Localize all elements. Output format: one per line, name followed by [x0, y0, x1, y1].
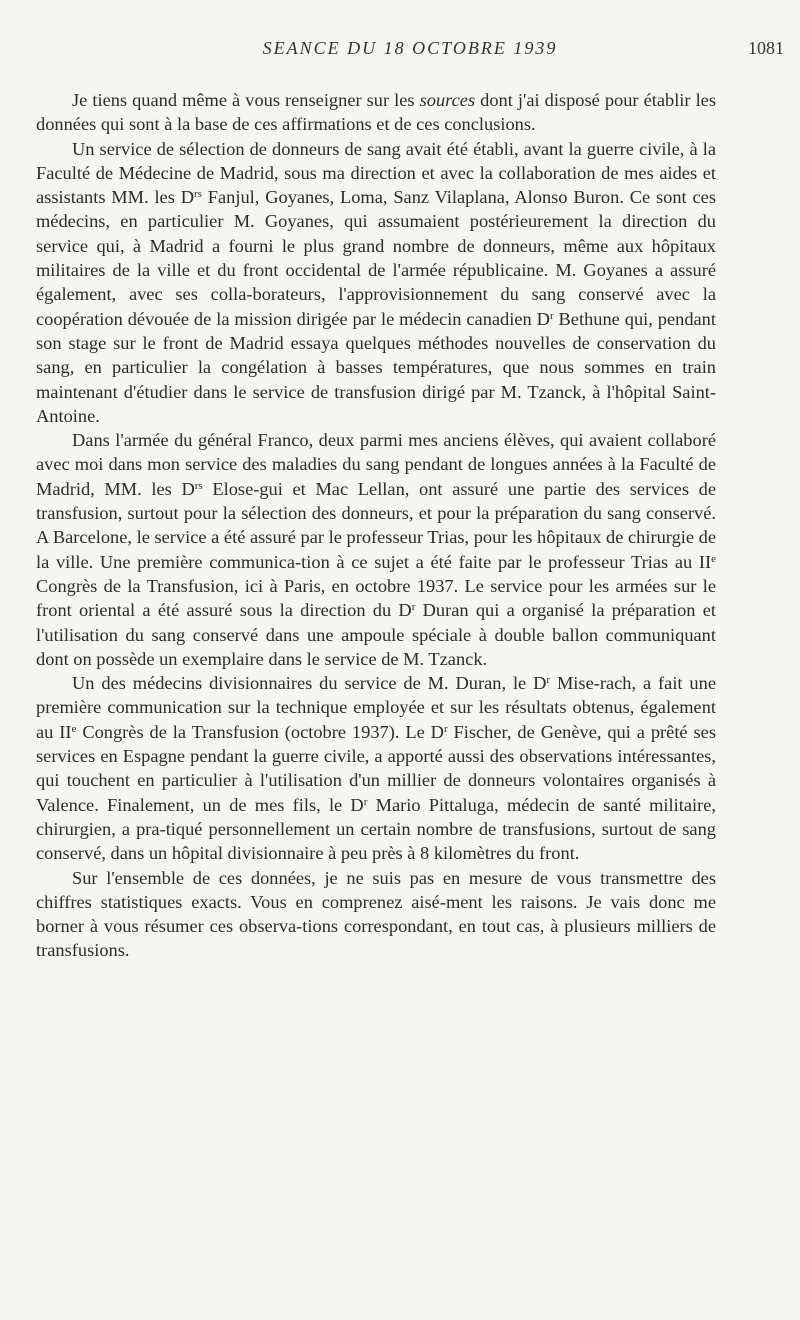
body-text: [36, 88, 716, 963]
superscript: r: [363, 795, 368, 808]
superscript: e: [711, 552, 716, 565]
emphasis-sources: sources: [419, 90, 476, 110]
superscript: r: [411, 601, 416, 614]
paragraph-1: Je tiens quand même à vous renseigner sur les sources dont j'ai disposé pour établir les données qui sont à la base de ces affirmations et de ces conclusions.: [36, 90, 717, 135]
page-header: [36, 38, 784, 68]
paragraph-3: Dans l'armée du général Franco, deux parmi mes anciens élèves, qui avaient collaboré avec moi dans mon service des maladies du sang pendant de longues années à la Faculté de Madrid, MM. les $D^{rs}$ Elose-gui et Mac Lellan, ont assuré une partie des services de transfusion, surtout pour la sélection des donneurs, et pour la préparation du sang conservé. A Barcelone, le service a été assuré par le professeur Trias, pour les hôpitaux de chirurgie de la ville. Une première communica-tion à ce sujet a été faite par le professeur Trias au IIe Congrès de la Transfusion, ici à Paris, en octobre 1937. Le service pour les armées sur le front oriental a été assuré sous la direction du $D^r$ Duran qui a organisé la préparation et l'utilisation du sang conservé dans une ampoule spéciale à double ballon communiquant dont on possède un exemplaire dans le service de M. Tzanck.: [36, 430, 716, 669]
page-number: 1081: [748, 38, 784, 58]
superscript: rs: [194, 479, 203, 492]
paragraph-2: Un service de sélection de donneurs de sang avait été établi, avant la guerre civile, à la Faculté de Médecine de Madrid, sous ma direction et avec la collaboration de mes aides et assistants MM. les $D^{rs}$ Fanjul, Goyanes, Loma, Sanz Vilaplana, Alonso Buron. Ce sont ces médecins, en particulier M. Goyanes, qui assumaient postérieurement la direction du service qui, à Madrid a fourni le plus grand nombre de donneurs, même aux hôpitaux militaires de la ville et du front occidental de l'armée républicaine. M. Goyanes a assuré également, avec ses colla-borateurs, l'approvisionnement du sang conservé avec la coopération dévouée de la mission dirigée par le médecin canadien $D^r$ Bethune qui, pendant son stage sur le front de Madrid essaya quelques méthodes nouvelles de conservation du sang, en particulier la congélation à basses températures, que nous sommes en train maintenant d'étudier dans le service de transfusion dirigé par M. Tzanck, à l'hôpital Saint-Antoine.: [36, 138, 716, 426]
running-head: SEANCE DU 18 OCTOBRE 1939: [262, 38, 558, 58]
paragraph-4: Un des médecins divisionnaires du service de M. Duran, le $D^r$ Mise-rach, a fait une première communication sur la technique employée et sur les résultats obtenus, également au IIe Congrès de la Transfusion (octobre 1937). Le $D^r$ Fischer, de Genève, qui a prêté ses services en Espagne pendant la guerre civile, a apporté aussi des observations intéressantes, qui touchent en particulier à l'utilisation d'un millier de donneurs volontaires organisés à Valence. Finalement, un de mes fils, le $D^r$ Mario Pittaluga, médecin de santé militaire, chirurgien, a pra-tiqué personnellement un certain nombre de transfusions, surtout de sang conservé, dans un hôpital divisionnaire à peu près à 8 kilomètres du front.: [36, 673, 716, 864]
superscript: r: [549, 309, 554, 322]
superscript: r: [443, 722, 448, 735]
superscript: r: [546, 674, 551, 687]
paragraph-5: Sur l'ensemble de ces données, je ne suis pas en mesure de vous transmettre des chiffres statistiques exacts. Vous en comprenez aisé-ment les raisons. Je vais donc me borner à vous résumer ces observa-tions correspondant, en tout cas, à plusieurs milliers de transfusions.: [36, 867, 716, 961]
superscript: e: [71, 722, 77, 735]
superscript: rs: [194, 188, 202, 201]
